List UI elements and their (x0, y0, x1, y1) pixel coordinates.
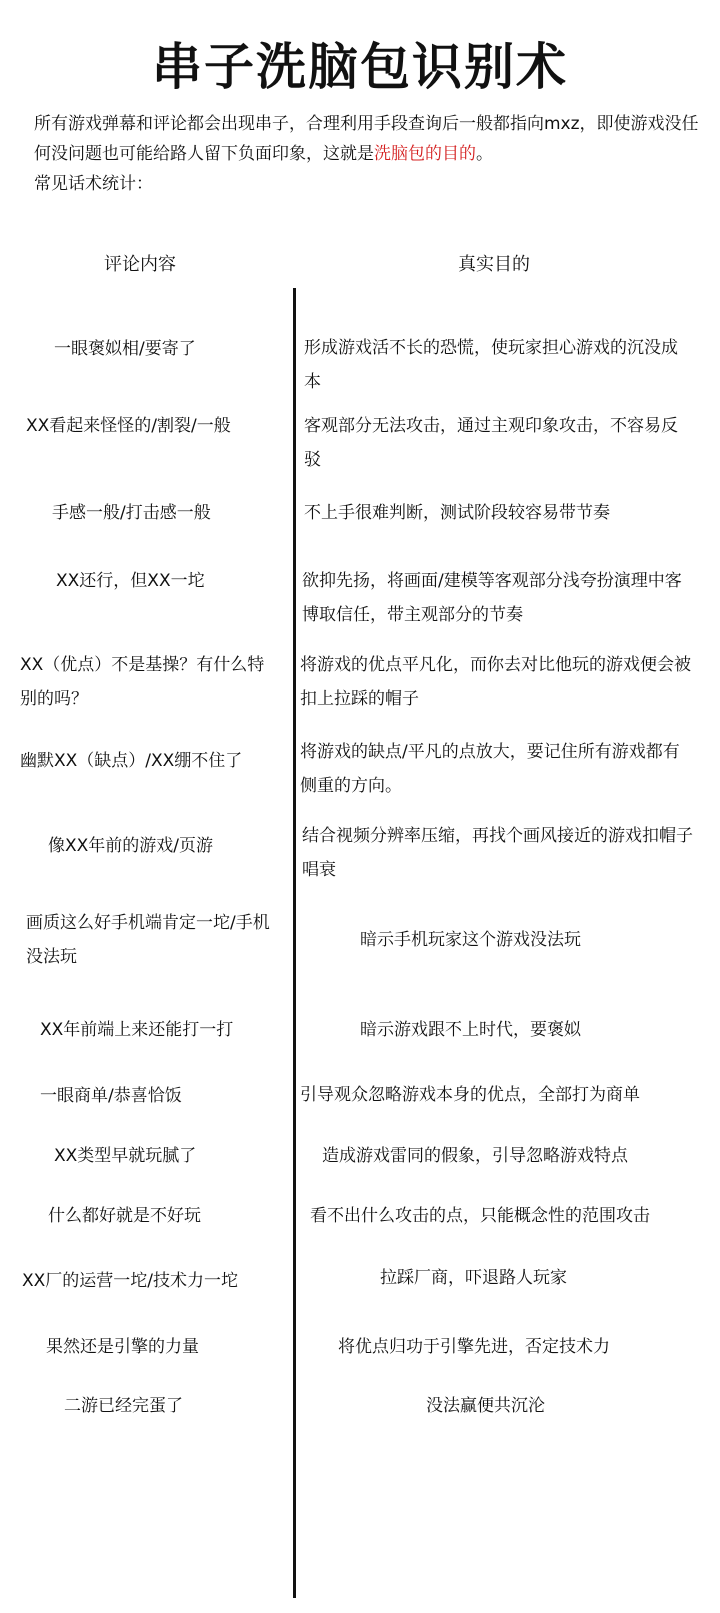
comment-cell: 一眼褒姒相/要寄了 (54, 339, 196, 359)
comment-cell: XX厂的运营一坨/技术力一坨 (22, 1271, 239, 1291)
comment-cell: 一眼商单/恭喜恰饭 (40, 1086, 182, 1106)
comment-cell: 果然还是引擎的力量 (46, 1337, 199, 1357)
purpose-cell: 拉踩厂商，吓退路人玩家 (380, 1268, 567, 1288)
purpose-cell: 没法赢便共沉沦 (426, 1396, 545, 1416)
comment-cell: 画质这么好手机端肯定一坨/手机没法玩 (26, 913, 270, 967)
purpose-cell: 欲抑先扬，将画面/建模等客观部分浅夸扮演理中客博取信任，带主观部分的节奏 (302, 571, 682, 625)
comment-cell: 二游已经完蛋了 (64, 1396, 183, 1416)
stats-label: 常见话术统计： (34, 174, 153, 194)
intro-paragraph (34, 109, 704, 199)
purpose-cell: 形成游戏活不长的恐慌，使玩家担心游戏的沉没成本 (304, 338, 678, 392)
comment-cell: XX（优点）不是基操？有什么特别的吗？ (20, 655, 265, 709)
page-title: 串子洗脑包识别术 (152, 38, 568, 96)
purpose-cell: 造成游戏雷同的假象，引导忽略游戏特点 (322, 1146, 628, 1166)
purpose-cell: 将优点归功于引擎先进，否定技术力 (338, 1337, 610, 1357)
comment-cell: XX还行，但XX一坨 (56, 571, 205, 591)
column-header-purpose: 真实目的 (458, 254, 530, 275)
purpose-cell: 将游戏的优点平凡化，而你去对比他玩的游戏便会被扣上拉踩的帽子 (300, 655, 691, 709)
comment-cell: 什么都好就是不好玩 (48, 1206, 201, 1226)
comment-cell: XX年前端上来还能打一打 (40, 1020, 234, 1040)
purpose-cell: 结合视频分辨率压缩，再找个画风接近的游戏扣帽子唱衰 (302, 826, 693, 880)
comment-cell: XX类型早就玩腻了 (54, 1146, 197, 1166)
purpose-cell: 暗示手机玩家这个游戏没法玩 (360, 930, 581, 950)
comment-cell: XX看起来怪怪的/割裂/一般 (26, 416, 231, 436)
column-header-comment: 评论内容 (104, 254, 176, 275)
comment-cell: 像XX年前的游戏/页游 (48, 836, 214, 856)
comment-cell: 幽默XX（缺点）/XX绷不住了 (20, 751, 243, 771)
intro-text: 所有游戏弹幕和评论都会出现串子，合理利用手段查询后一般都指向mxz，即使游戏没任何没问题也可能给路人留下负面印象，这就是 (34, 114, 699, 164)
purpose-cell: 不上手很难判断，测试阶段较容易带节奏 (304, 503, 610, 523)
purpose-cell: 暗示游戏跟不上时代，要褒姒 (360, 1020, 581, 1040)
intro-highlight: 洗脑包的目的 (374, 144, 476, 164)
purpose-cell: 引导观众忽略游戏本身的优点，全部打为商单 (300, 1085, 640, 1105)
column-divider (293, 288, 296, 1598)
intro-end: 。 (476, 144, 493, 164)
comment-cell: 手感一般/打击感一般 (52, 503, 211, 523)
purpose-cell: 客观部分无法攻击，通过主观印象攻击，不容易反驳 (304, 416, 678, 470)
purpose-cell: 将游戏的缺点/平凡的点放大，要记住所有游戏都有侧重的方向。 (300, 742, 680, 796)
purpose-cell: 看不出什么攻击的点，只能概念性的范围攻击 (310, 1206, 650, 1226)
